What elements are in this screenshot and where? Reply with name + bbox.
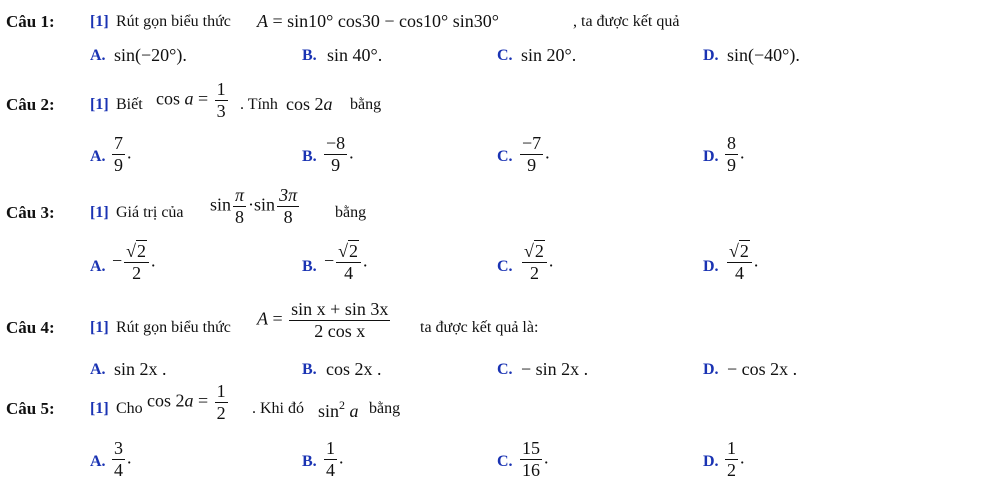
option-c-label[interactable]: C. [497, 47, 513, 64]
option-b-label[interactable]: B. [302, 361, 317, 378]
difficulty-level: [1] [90, 13, 109, 30]
option-a-label[interactable]: A. [90, 453, 106, 470]
sin-squared-a: $\sin^2 a$ [318, 398, 359, 421]
question-text: Biết [116, 96, 143, 113]
question-text: Cho [116, 400, 143, 417]
option-d-label[interactable]: D. [703, 148, 719, 165]
option-c-value[interactable]: − sin 2x . [521, 359, 589, 379]
option-c-label[interactable]: C. [497, 453, 513, 470]
option-c-label[interactable]: C. [497, 361, 513, 378]
question-tail: ta được kết quả là: [420, 319, 539, 336]
option-c-value[interactable]: sin 20°. [521, 45, 577, 65]
question-tail: bằng [369, 400, 401, 417]
difficulty-level: [1] [90, 319, 109, 336]
option-b-label[interactable]: B. [302, 47, 317, 64]
cos-2a: cos 2a [286, 94, 333, 114]
option-c-label[interactable]: C. [497, 258, 513, 275]
option-a-value[interactable]: − $\frac{√2}{2}$ . [112, 241, 156, 283]
option-c-value[interactable]: $\frac{√2}{2}$ . [524, 241, 554, 283]
option-b-label[interactable]: B. [302, 258, 317, 275]
option-d-label[interactable]: D. [703, 47, 719, 64]
option-a-value[interactable]: sin 2x . [114, 359, 167, 379]
question-number: Câu 2: [6, 95, 55, 114]
question-tail: bằng [335, 204, 367, 221]
option-a-label[interactable]: A. [90, 47, 106, 64]
expression: cos 2a = $\frac{1}{2}$ [147, 381, 226, 423]
question-number: Câu 3: [6, 203, 55, 222]
option-b-label[interactable]: B. [302, 148, 317, 165]
question-text: Giá trị của [116, 204, 184, 221]
option-a-label[interactable]: A. [90, 361, 106, 378]
question-number: Câu 4: [6, 318, 55, 337]
question-number: Câu 1: [6, 12, 55, 31]
option-c-value[interactable]: $\frac{-7}{9}$ . [522, 133, 550, 175]
option-a-label[interactable]: A. [90, 258, 106, 275]
option-d-value[interactable]: $\frac{√2}{4}$ . [729, 241, 759, 283]
expression: sin $\frac{\pi}{8}$ ·sin $\frac{3\pi}{8}$ [210, 185, 298, 227]
question-mid: . Khi đó [252, 400, 304, 417]
option-d-label[interactable]: D. [703, 258, 719, 275]
question-number: Câu 5: [6, 399, 55, 418]
option-d-value[interactable]: $\frac{8}{9}$ . [727, 133, 745, 175]
option-b-label[interactable]: B. [302, 453, 317, 470]
option-b-value[interactable]: $\frac{-8}{9}$ . [326, 133, 354, 175]
option-a-value[interactable]: $\frac{7}{9}$ . [114, 133, 132, 175]
expression: A = $\frac{\text{sin x + sin 3x}}{\text{2 cos x}}$ [257, 299, 389, 341]
question-mid: . Tính [240, 96, 278, 113]
option-d-value[interactable]: − cos 2x . [727, 359, 798, 379]
option-a-value[interactable]: $\frac{3}{4}$ . [114, 438, 132, 480]
option-c-value[interactable]: $\frac{15}{16}$ . [522, 438, 549, 480]
option-b-value[interactable]: cos 2x . [326, 359, 382, 379]
option-d-label[interactable]: D. [703, 453, 719, 470]
option-a-value[interactable]: sin(−20°). [114, 45, 187, 65]
difficulty-level: [1] [90, 204, 109, 221]
option-b-value[interactable]: $\frac{1}{4}$ . [326, 438, 344, 480]
expression: cos a = $\frac{1}{3}$ [156, 79, 226, 121]
option-b-value[interactable]: − $\frac{√2}{4}$ . [324, 241, 368, 283]
difficulty-level: [1] [90, 96, 109, 113]
question-text: Rút gọn biểu thức [116, 13, 231, 30]
question-text: Rút gọn biểu thức [116, 319, 231, 336]
option-a-label[interactable]: A. [90, 148, 106, 165]
question-tail: , ta được kết quả [573, 13, 680, 30]
option-c-label[interactable]: C. [497, 148, 513, 165]
option-d-label[interactable]: D. [703, 361, 719, 378]
expression: A = sin10° cos30 − cos10° sin30° [257, 11, 499, 31]
question-tail: bằng [350, 96, 382, 113]
option-d-value[interactable]: sin(−40°). [727, 45, 800, 65]
option-d-value[interactable]: $\frac{1}{2}$ . [727, 438, 745, 480]
option-b-value[interactable]: sin 40°. [327, 45, 383, 65]
difficulty-level: [1] [90, 400, 109, 417]
